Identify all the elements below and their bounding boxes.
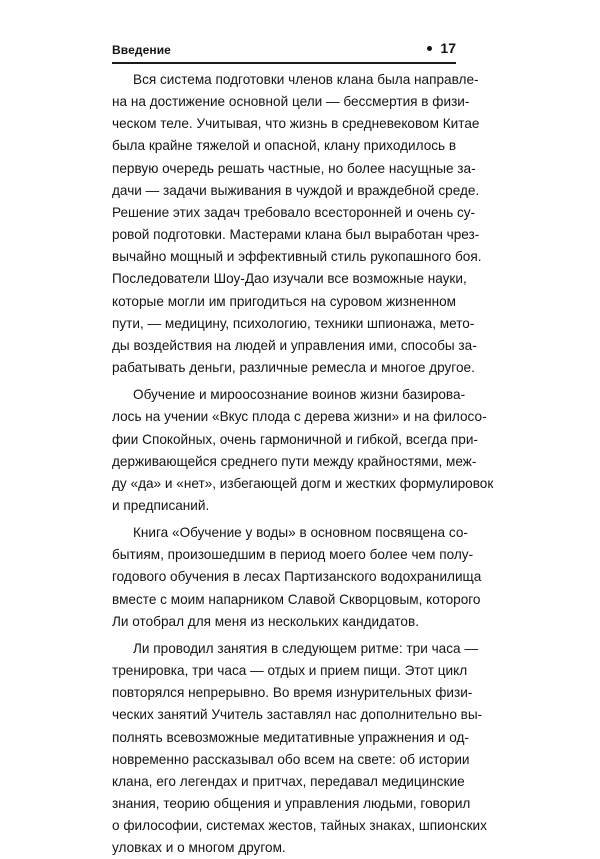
text-line: Обучение и мироосознание воинов жизни базирова- [133, 387, 466, 403]
text-line: ды воздействия на людей и управления ими, способы за- [112, 337, 477, 353]
text-line: Ли отобрал для меня из нескольких кандидатов. [112, 613, 419, 629]
text-line: пути, — медицину, психологию, техники шпионажа, мето- [112, 315, 475, 331]
text-line: фии Спокойных, очень гармоничной и гибкой, всегда при- [112, 431, 478, 447]
bullet-icon [427, 46, 432, 51]
text-line: Решение этих задач требовало всесторонней и очень су- [112, 204, 476, 220]
text-line: держивающейся среднего пути между крайностями, меж- [112, 453, 477, 469]
text-line: была крайне тяжелой и опасной, клану приходилось в [112, 138, 457, 154]
page-number-group [427, 40, 456, 56]
text-line: лось на учении «Вкус плода с дерева жизни» и на филосо- [112, 409, 487, 425]
text-line: и предписаний. [112, 497, 210, 513]
paragraph [112, 384, 494, 517]
paragraph [112, 69, 482, 379]
text-line: новременно рассказывал обо всем на свете: об истории [112, 751, 470, 767]
text-line: первую очередь решать частные, но более насущные за- [112, 160, 476, 176]
paragraph [112, 522, 482, 633]
text-line: ровой подготовки. Мастерами клана был выработан чрез- [112, 227, 480, 243]
text-line: знания, теорию общения и управления людьми, говорил [112, 796, 471, 811]
text-line: на на достижение основной цели — бессмертия в физи- [112, 94, 470, 110]
text-line: рабатывать деньги, различные ремесла и многое другое. [112, 360, 475, 376]
text-line: ду «да» и «нет», избегающей догм и жестких формулировок [112, 475, 494, 491]
text-line: Ли проводил занятия в следующем ритме: три часа — [133, 640, 478, 656]
text-line: Вся система подготовки членов клана была направле- [133, 72, 479, 87]
text-line: вычайно мощный и эффективный стиль рукопашного боя. [112, 249, 482, 265]
text-line: годового обучения в лесах Партизанского водохранилища [112, 569, 482, 585]
text-line: ческих занятий Учитель заставлял нас дополнительно вы- [112, 707, 483, 723]
text-line: тренировка, три часа — отдых и прием пищи. Этот цикл [112, 663, 468, 679]
text-line: дачи — задачи выживания в чуждой и враждебной среде. [112, 182, 480, 198]
text-line: бытиям, произошедшим в период моего более чем полу- [112, 547, 474, 563]
text-line: уловках и о многом другом. [112, 840, 286, 856]
text-line: которые могли им пригодиться на суровом жизненном [112, 293, 456, 309]
body-text [112, 69, 494, 859]
text-line: о философии, системах жестов, тайных знаках, шпионских [112, 818, 487, 834]
text-line: Книга «Обучение у воды» в основном посвящена со- [133, 525, 468, 541]
text-line: вместе с моим напарником Славой Скворцовым, которого [112, 591, 481, 607]
header-rule [112, 62, 456, 64]
paragraph [112, 638, 487, 859]
text-line: повторялся непрерывно. Во время изнурительных физи- [112, 685, 473, 701]
text-line: клана, его легендах и притчах, передавал медицинские [112, 773, 465, 789]
text-line: ческом теле. Учитывая, что жизнь в средневековом Китае [112, 116, 480, 132]
running-header [112, 40, 456, 60]
text-line: полнять всевозможные медитативные упражнения и од- [112, 729, 469, 745]
page-number: 17 [440, 40, 456, 56]
section-title: Введение [112, 43, 171, 57]
text-line: Последователи Шоу-Дао изучали все возможные науки, [112, 271, 467, 287]
